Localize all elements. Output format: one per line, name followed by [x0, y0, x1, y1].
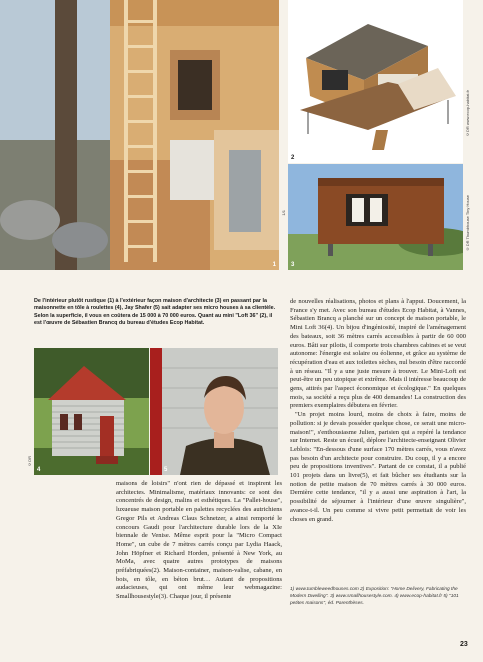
photo-number: 4: [37, 467, 41, 473]
body-column-1: [116, 480, 282, 602]
photo-credit: ©DR Thumbhouse Tiny House: [465, 195, 470, 252]
photo-credit: ©DR: [27, 456, 32, 467]
photo-credit: 1/1: [281, 210, 286, 216]
photo-credit: ©DR www.ecop-habitat.fr: [465, 90, 470, 138]
photo-number: 3: [291, 262, 295, 268]
footnotes: 1) www.tumbleweedhouses.com 2) Exposition: "Home Delivery, Fabricating the Modern Dwelling". 3) www.smallhousestyle.com. 4) www.ecop-habitat.fr 5) "101 petites maisons", éd. Parenthèses.: [290, 587, 459, 607]
photo-pallet-house: [34, 348, 149, 475]
body-paragraph: de nouvelles réalisations, photos et plans à l'appui. Doucement, la France s'y met. Avec son bureau d'études Ecop Habitat, à Vannes, Sébastien Brancq a planché sur un concept de maison portable, le Mini Loft 36(4). Un bijou d'ingéniosité, inspiré de l'aménagement des bateaux, soit 36 mètres carrés accessibles à partir de 60 000 euros. Bâti sur pilotis, il comporte trois chambres cabines et se veut autonome: l'énergie est solaire ou éolienne, et grâce au système de récupération d'eau et aux toilettes sèches, nul besoin d'être raccordé à un réseau. "Il y a une juste mesure à trouver. Le Mini-Loft est peut-être un peu utopique et extrême. Mais il intéresse beaucoup de gens, attirés par l'aspect économique et écologique." En quelques mois, sa société a reçu plus de 400 demandes! La construction des premiers exemplaires débutera en février.: [290, 298, 466, 410]
body-paragraph: "Un projet moins lourd, moins de choix à faire, moins de pollution: si je devais posséder quelque chose, ce serait une micro-maison!", s'enthousiasme Julien, parisien qui a repéré la tendance sur Internet. Reste un écueil, déplore l'architecte-enseignant Olivier Leblois: "En-dessous d'une surface 170 mètres carrés, vous n'avez pas besoin d'un architecte pour construire. Du coup, il y a encore peu de propositions inventives". Partant de ce constat, il a publié 101 projets dans un livre(5), et fait bûcher ses étudiants sur la notion de petite maison de 70 mètres carrés à 30 000 euros. Dernière cette tendance, "il y a aussi une aspiration à l'art, la possibilité de séjourner à l'intérieur d'une œuvre singulière", avance-t-il. Un peu comme si vivre petit permettait de voir les choses en grand.: [290, 411, 466, 523]
cabin-interior-image: [0, 0, 279, 270]
photo-number: 1: [272, 262, 276, 268]
pallet-house-image: [34, 348, 149, 475]
photo-cabin-interior: [0, 0, 279, 270]
photo-number: 5: [164, 467, 168, 473]
page-number: 23: [460, 641, 468, 648]
photo-portrait: [150, 348, 278, 475]
photo-thumbhouse: [288, 164, 463, 270]
photo-mini-loft: [288, 0, 463, 163]
photo-caption: De l'intérieur plutôt rustique (1) à l'extérieur façon maison d'architecte (3) en passant par la maisonnette en tôle à roulettes (4), Jay Shafer (5) sait adapter ses micro houses à sa clientèle. Selon la superficie, il vous en coûtera de 15 000 à 70 000 euros. Quant au mini "Loft 36" (2), il est l'œuvre de Sébastien Brancq du bureau d'études Ecop Habitat.: [34, 298, 276, 327]
portrait-image: [150, 348, 278, 475]
mini-loft-image: [288, 0, 463, 163]
photo-number: 2: [291, 155, 295, 161]
thumbhouse-image: [288, 164, 463, 270]
body-paragraph: maisons de loisirs" n'ont rien de dépassé et inspirent les architectes. Minimalisme, matériaux innovants: ce sont des concentrés de design, malins et esthétiques. La "Pallet-house", luxueuse maison portable en palettes recyclées des autrichiens Gregor Pils et Andreas Claus Schnetzer, a ainsi remporté le concours Gaudi pour l'architecture durable lors de la XIe biennale de Venise. Même esprit pour la "Micro Compact Home", un cube de 7 mètres carrés conçu par Lydia Haack, John Höpfner et Richard Horden, présenté à New York, au MoMa, avec quatre autres prototypes de maisons préfabriquées(2). Maison-container, maison-valise, cabane, en bois, en tôle, en béton brut… Autant de propositions audacieuses, qui ont même leur webmagazine: Smallhousestyle(3). Chaque jour, il présente: [116, 480, 282, 601]
body-column-2: [290, 298, 466, 524]
